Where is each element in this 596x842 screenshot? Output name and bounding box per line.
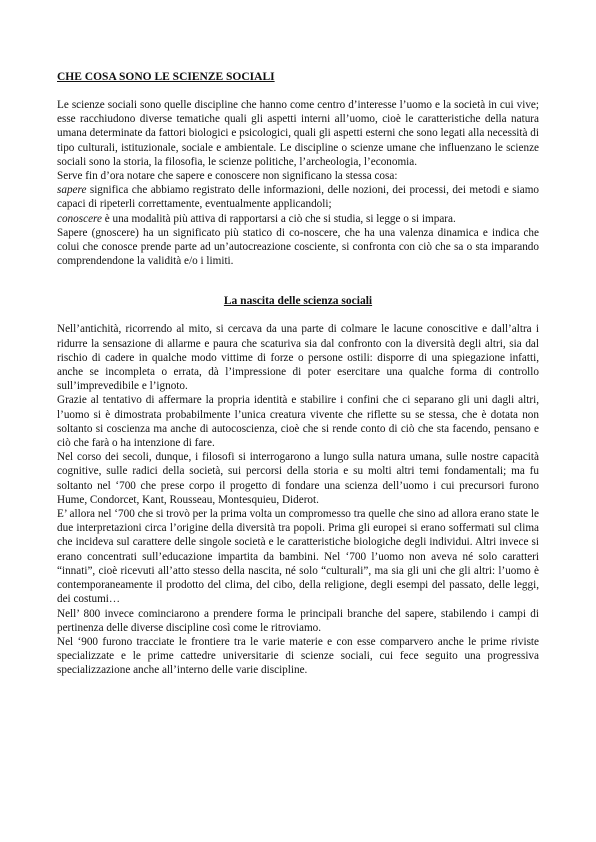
- paragraph-ottocento: Nell’ 800 invece cominciarono a prendere forma le principali branche del sapere, stabilendo i campi di pertinenza delle diverse discipline così come le ritroviamo.: [57, 607, 539, 634]
- paragraph-sapere: [57, 183, 539, 211]
- section-title-scienze-sociali: CHE COSA SONO LE SCIENZE SOCIALI: [57, 71, 275, 83]
- conoscere-definition: è una modalità più attiva di rapportarsi a ciò che si studia, si legge o si impara.: [101, 212, 456, 225]
- paragraph-antichita: Nell’antichità, ricorrendo al mito, si cercava da una parte di colmare le lacune conoscitive e dall’altra i ridurre la sensazione di allarme e paura che scaturiva sia dal confronto con la diversità degli altri, sia dal rischio di cadere in qualche modo vittime di forze o persone ostili: disporre di una spiegazione infatti, anche se incompleta o errata, dà l’impressione di poter esercitare una qualche forma di controllo sull’imprevedibile e l’ignoto.: [57, 323, 539, 393]
- paragraph-novecento: Nel ‘900 furono tracciate le frontiere tra le varie materie e con esse comparvero anche le prime riviste specializzate e le prime cattedre universitarie di scienze sociali, cui fece seguito una progressiva specializzazione anche all’interno delle varie discipline.: [57, 635, 539, 677]
- paragraph-definition: Le scienze sociali sono quelle discipline che hanno come centro d’interesse l’uomo e la società in cui vive; esse racchiudono diverse tematiche quali gli aspetti interni all’uomo, cioè le caratteristiche della natura umana determinate da fattori biologici e psicologici, quali gli aspetti esterni che sono legati alla necessità di tipo culturali, istituzionale, sociale e ambientale. Le discipline o scienze umane che influenzano le scienze sociali sono la storia, la filosofia, le scienze politiche, l’archeologia, l’economia.: [57, 99, 539, 168]
- paragraph-gnoscere: Sapere (gnoscere) ha un significato più statico di co-noscere, che ha una valenza dinamica e indica che colui che conosce prende parte ad un’autocreazione cosciente, si confronta con ciò che sa o sta imparando comprendendone la validità e/o i limiti.: [57, 226, 539, 268]
- sapere-definition: significa che abbiamo registrato delle informazioni, delle nozioni, dei processi, dei metodi e siamo capaci di ripeterli correttamente, eventualmente applicandoli;: [57, 184, 539, 211]
- paragraph-identita: Grazie al tentativo di affermare la propria identità e stabilire i confini che ci separano gli uni dagli altri, l’uomo si è dimostrata probabilmente l’unica creatura vivente che riflette su se stessa, che è dotata non soltanto si coscienza ma anche di autocoscienza, cioè che si rende conto di ciò che sta facendo, pensano e ciò che farà o ha intenzione di fare.: [57, 394, 539, 450]
- section-title-nascita: La nascita delle scienza sociali: [223, 295, 373, 308]
- term-sapere: sapere: [57, 184, 87, 197]
- paragraph-settecento: E’ allora nel ‘700 che si trovò per la prima volta un compromesso tra quelle che sino ad allora erano state le due interpretazioni circa l’origine della diversità tra popoli. Prima gli europei si erano soffermati sul clima che incideva sul carattere delle singole società e le caratteristiche biologiche degli individui. Altri invece si erano concentrati sull’educazione impartita da bambini. Nel ‘700 l’uomo non aveva né solo caratteri “innati”, cioè ricevuti all’atto stesso della nascita, né solo “culturali”, ma sia gli uni che gli altri: l’uomo è contemporaneamente il prodotto del clima, del cibo, della religione, degli esempi del passato, delle leggi, dei costumi…: [57, 508, 539, 606]
- paragraph-filosofi: Nel corso dei secoli, dunque, i filosofi si interrogarono a lungo sulla natura umana, sulle nostre capacità cognitive, sulle radici della società, sui percorsi della storia e su molti altri temi fondamentali; ma fu soltanto nel ‘700 che prese corpo il progetto di fondare una scienza dell’uomo i cui precursori furono Hume, Condorcet, Kant, Rousseau, Montesquieu, Diderot.: [57, 451, 539, 506]
- term-conoscere: conoscere: [57, 212, 102, 225]
- paragraph-conoscere: [57, 212, 539, 226]
- paragraph-sapere-conoscere-intro: Serve fin d’ora notare che sapere e conoscere non significano la stessa cosa:: [57, 170, 398, 183]
